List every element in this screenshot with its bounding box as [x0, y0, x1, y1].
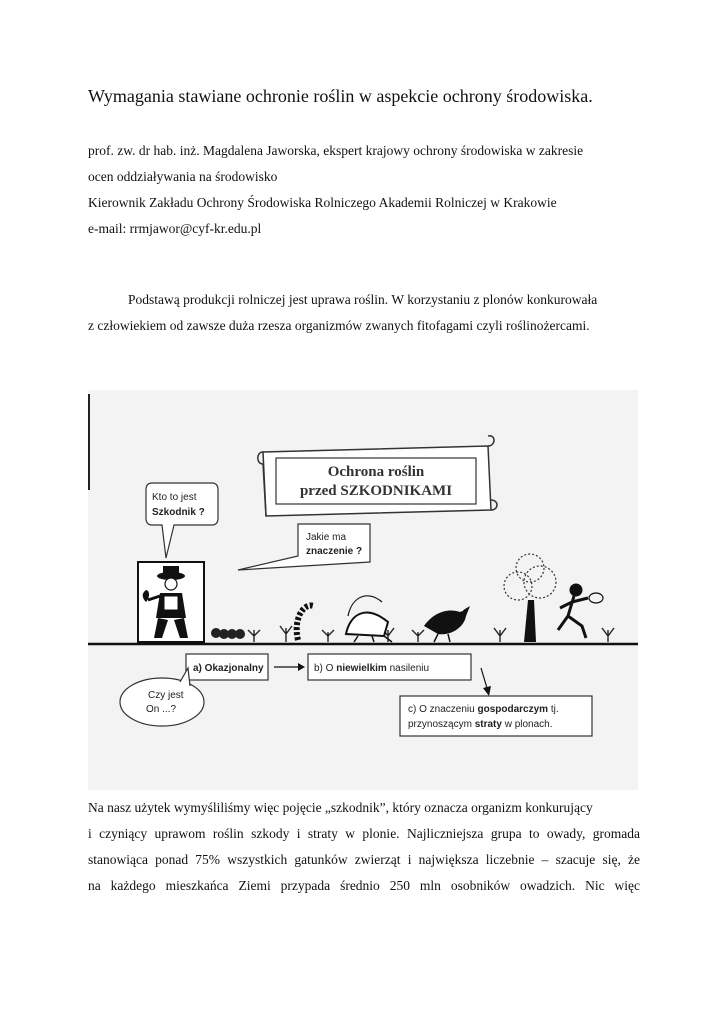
paragraph-line: Na nasz użytek wymyśliliśmy więc pojęcie „szkodnik”, który oznacza organizm konkurujący [88, 800, 593, 815]
bubble-who [146, 483, 218, 558]
bird-illustration [424, 606, 470, 642]
bubble-is-line2: On ...? [146, 704, 177, 715]
arrow-right [274, 663, 305, 671]
box-occasional [186, 654, 268, 680]
box-occasional-label: a) Okazjonalny [193, 663, 264, 674]
bubble-meaning-line1: Jakie ma [306, 532, 347, 543]
paragraph-line: stanowiąca ponad 75% wszystkich gatunków zwierząt i największa liczebnie – szacuje się, że [88, 852, 640, 867]
affiliation-line: Kierownik Zakładu Ochrony Środowiska Rolniczego Akademii Rolniczej w Krakowie [88, 195, 557, 210]
paragraph-intro [88, 287, 640, 339]
author-block [88, 138, 648, 242]
banner-scroll [258, 436, 497, 516]
pest-figure [88, 390, 638, 790]
farmer-illustration [138, 562, 204, 642]
bubble-who-line1: Kto to jest [152, 492, 197, 503]
arrow-down [481, 668, 491, 696]
banner-title-line1: Ochrona roślin [327, 464, 425, 480]
document-title: Wymagania stawiane ochronie roślin w aspekcie ochrony środowiska. [88, 86, 593, 106]
paragraph-line: na każdego mieszkańca Ziemi przypada średnio 250 mln osobników owadzich. Nic więc [88, 878, 640, 893]
box-economic [400, 696, 592, 736]
paragraph-line: i czyniący uprawom roślin szkody i straty w plonie. Najliczniejsza grupa to owady, gromada [88, 826, 640, 841]
author-line: ocen oddziaływania na środowisko [88, 169, 278, 184]
author-line: prof. zw. dr hab. inż. Magdalena Jaworska, ekspert krajowy ochrony środowiska w zakresie [88, 143, 584, 158]
box-economic-line1: c) O znaczeniu gospodarczym tj. [408, 704, 559, 715]
paragraph-line: z człowiekiem od zawsze duża rzesza organizmów zwanych fitofagami czyli roślinożercami. [88, 318, 590, 333]
worm-illustration [297, 605, 314, 640]
box-low-intensity-label: b) O niewielkim nasileniu [314, 663, 430, 674]
bubble-meaning-line2: znaczenie ? [306, 546, 363, 557]
tree-illustration [504, 554, 556, 642]
bubble-who-line2: Szkodnik ? [152, 507, 205, 518]
email-line: e-mail: rrmjawor@cyf-kr.edu.pl [88, 221, 262, 236]
paragraph-line: Podstawą produkcji rolniczej jest uprawa roślin. W korzystaniu z plonów konkurowała [128, 292, 598, 307]
caterpillar-illustration [211, 628, 245, 639]
box-economic-line2: przynoszącym straty w plonach. [408, 719, 553, 730]
running-person-illustration [558, 585, 603, 638]
box-low-intensity [308, 654, 471, 680]
bubble-meaning [238, 524, 370, 570]
paragraph-pest-definition [88, 795, 640, 899]
cricket-illustration [346, 596, 392, 642]
banner-title-line2: przed SZKODNIKAMI [299, 483, 453, 499]
bubble-is-line1: Czy jest [148, 690, 184, 701]
